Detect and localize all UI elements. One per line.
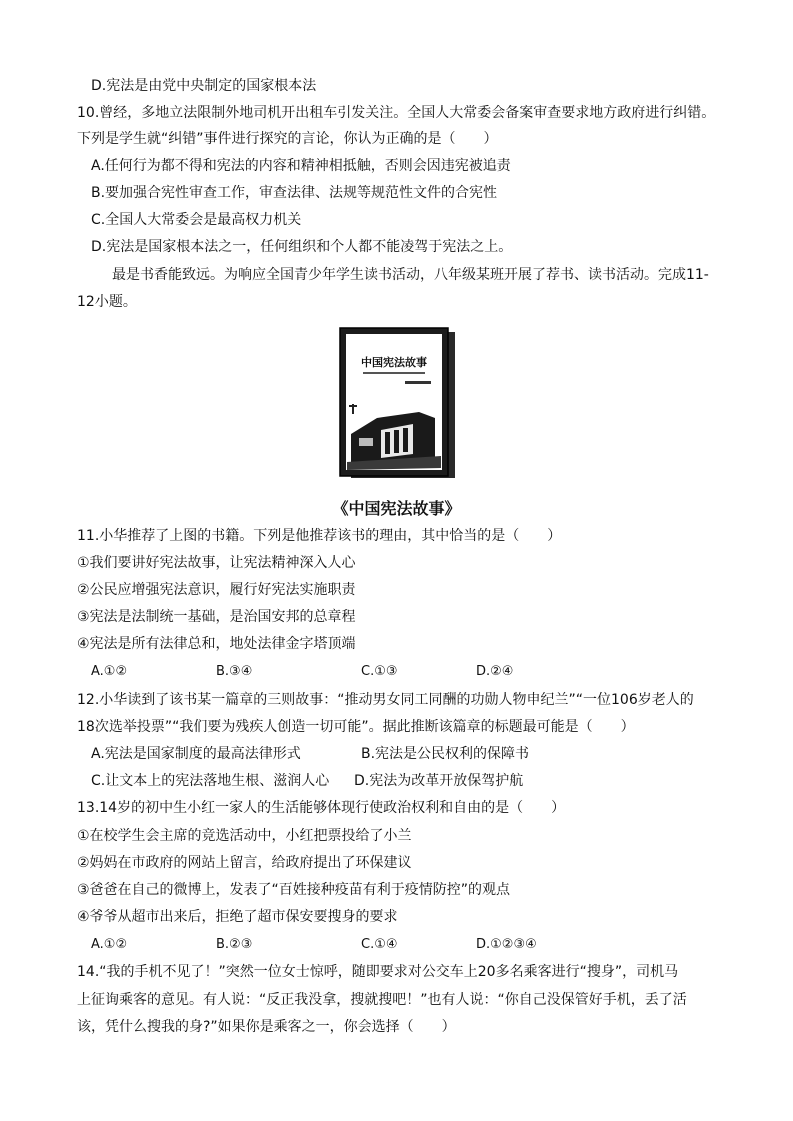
q13-option-a: A.①② [91, 937, 128, 952]
q13-option-b: B.②③ [216, 937, 253, 952]
q11-item-1: ①我们要讲好宪法故事，让宪法精神深入人心 [77, 555, 356, 571]
q12-option-d: D.宪法为改革开放保驾护航 [354, 773, 524, 789]
q10-option-d: D.宪法是国家根本法之一，任何组织和个人都不能凌驾于宪法之上。 [91, 239, 513, 255]
q10-option-c: C.全国人大常委会是最高权力机关 [91, 212, 302, 228]
q10-stem-line1: 10.曾经，多地立法限制外地司机开出租车引发关注。全国人大常委会备案审查要求地方政府进行纠错。 [77, 105, 716, 121]
q11-option-b: B.③④ [216, 664, 253, 679]
q14-stem-line2: 上征询乘客的意见。有人说：“反正我没拿，搜就搜吧！”也有人说：“你自己没保管好手机，丢了活 [77, 992, 687, 1008]
q14-stem-line3: 该，凭什么搜我的身?”如果你是乘客之一，你会选择（ ） [77, 1019, 456, 1035]
q11-item-4: ④宪法是所有法律总和，地处法律金字塔顶端 [77, 636, 356, 652]
q10-option-b: B.要加强合宪性审查工作，审查法律、法规等规范性文件的合宪性 [91, 185, 498, 201]
q11-item-3: ③宪法是法制统一基础，是治国安邦的总章程 [77, 609, 356, 625]
q12-option-c: C.让文本上的宪法落地生根、滋润人心 [91, 773, 330, 789]
q10-stem-line2: 下列是学生就“纠错”事件进行探究的言论，你认为正确的是（ ） [77, 131, 498, 147]
q14-stem-line1: 14.“我的手机不见了！”突然一位女士惊呼，随即要求对公交车上20多名乘客进行“搜身”，司机马 [77, 964, 679, 980]
q13-item-4: ④爷爷从超市出来后，拒绝了超市保安要搜身的要求 [77, 909, 398, 925]
q11-option-a: A.①② [91, 664, 128, 679]
q11-option-c: C.①③ [361, 664, 398, 679]
q13-item-1: ①在校学生会主席的竞选活动中，小红把票投给了小兰 [77, 828, 412, 844]
book-cover-illustration [337, 326, 459, 482]
q12-option-a: A.宪法是国家制度的最高法律形式 [91, 746, 301, 762]
q13-option-c: C.①④ [361, 937, 398, 952]
book-cover-image [337, 326, 459, 482]
q12-stem-line2: 18次选举投票”“我们要为残疾人创造一切可能”。据此推断该篇章的标题最可能是（ ） [77, 719, 635, 735]
figure-caption: 《中国宪法故事》 [332, 499, 461, 518]
q12-stem-line1: 12.小华读到了该书某一篇章的三则故事：“推动男女同工同酬的功勋人物申纪兰”“一位106岁老人的 [77, 692, 694, 708]
intro-line1: 最是书香能致远。为响应全国青少年学生读书活动，八年级某班开展了荐书、读书活动。完成11- [112, 267, 709, 283]
q13-item-2: ②妈妈在市政府的网站上留言，给政府提出了环保建议 [77, 855, 412, 871]
book-cover-title: 中国宪法故事 [361, 356, 427, 369]
q11-item-2: ②公民应增强宪法意识，履行好宪法实施职责 [77, 582, 356, 598]
q10-option-a: A.任何行为都不得和宪法的内容和精神相抵触，否则会因违宪被追责 [91, 158, 511, 174]
q13-item-3: ③爸爸在自己的微博上，发表了“百姓接种疫苗有利于疫情防控”的观点 [77, 882, 511, 898]
intro-line2: 12小题。 [77, 294, 137, 310]
q13-option-d: D.①②③④ [476, 937, 537, 952]
q11-stem: 11.小华推荐了上图的书籍。下列是他推荐该书的理由，其中恰当的是（ ） [77, 528, 562, 544]
q9-option-d: D.宪法是由党中央制定的国家根本法 [91, 78, 317, 94]
q11-option-d: D.②④ [476, 664, 514, 679]
q12-option-b: B.宪法是公民权利的保障书 [361, 746, 530, 762]
q13-stem: 13.14岁的初中生小红一家人的生活能够体现行使政治权利和自由的是（ ） [77, 800, 566, 816]
